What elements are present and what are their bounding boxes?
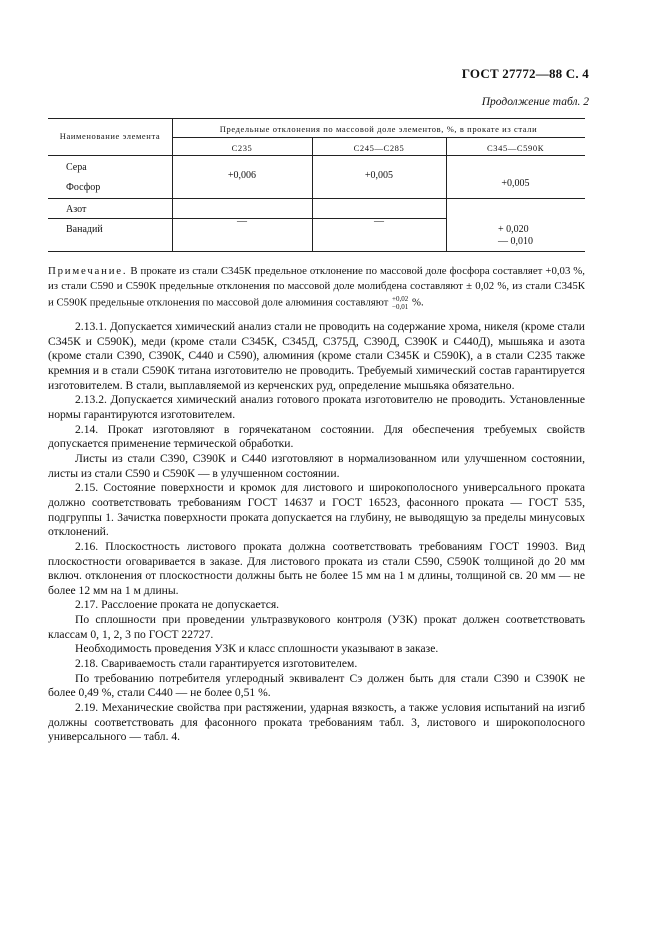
- col-divider-3: [446, 137, 447, 252]
- paragraph-2-19: 2.19. Механические свойства при растяжении, ударная вязкость, а также условия испытаний на изгиб должны соответствовать для фасонного проката требованиям табл. 3, листового и широкополосного универсального — табл. 4.: [48, 701, 585, 744]
- col-divider-2: [312, 137, 313, 252]
- paragraph-2-13-1: 2.13.1. Допускается химический анализ стали не проводить на содержание хрома, никеля (кроме стали С345К и С590К), меди (кроме стали С345К, С345Д, С375Д, С390Д, С390К и С440Д), мышьяка и азота (кроме стали С390, С390К, С440 и С590), алюминия (кроме стали С345К и С590К), а в стали С235 также кремния и в стали С590К титана изготовителю не проводить. Требуемый химический состав гарантируется изготовителем. В стали, выплавляемой из керченских руд, определение мышьяка обязательно.: [48, 320, 585, 392]
- paragraph-2-17: 2.17. Расслоение проката не допускается.: [75, 598, 280, 612]
- col-header-c345-c590k: С345—С590К: [486, 143, 544, 153]
- table-continuation-label: Продолжение табл. 2: [481, 96, 589, 108]
- paragraph-2-14: 2.14. Прокат изготовляют в горячекатаном состоянии. Для обеспечения требуемых свойств допускается применение термической обработки.: [48, 422, 585, 451]
- value-c345-sulfur-phosphorus-nitrogen: +0,005: [501, 178, 530, 189]
- paragraph-2-15: 2.15. Состояние поверхности и кромок для листового и широкополосного универсального проката должно соответствовать требованиям ГОСТ 14637 и ГОСТ 16523, фасонного проката — ГОСТ 535, подгруппы 1. Зачистка поверхности проката допускается на глубину, не выводящую за пределы минусовых отклонений.: [48, 481, 585, 539]
- group-header-rule: [172, 137, 585, 138]
- paragraph-2-18: 2.18. Свариваемость стали гарантируется изготовителем.: [75, 657, 358, 671]
- row-name-vanadium: Ванадий: [66, 224, 103, 235]
- value-c345-vanadium-plus: + 0,020: [498, 224, 529, 235]
- paragraph-2-18-carbon: По требованию потребителя углеродный эквивалент Сэ должен быть для стали С390 и С390К не более 0,49 %, стали С440 — не более 0,51 %.: [48, 671, 585, 700]
- paragraph-2-14-sheets: Листы из стали С390, С390К и С440 изготовляют в нормализованном или улучшенном состоянии, листы из стали С590 и С590К — в улучшенном состоянии.: [48, 451, 585, 480]
- paragraph-2-17-ultrasonic: По сплошности при проведении ультразвукового контроля (УЗК) прокат должен соответствовать классам 0, 1, 2, 3 по ГОСТ 22727.: [48, 613, 585, 641]
- document-body: [48, 320, 585, 745]
- note-text-end: %.: [409, 296, 424, 309]
- fraction-lower: −0,01: [392, 302, 409, 311]
- col-header-element: Наименование элемента: [59, 131, 161, 141]
- header-bottom-rule: [48, 155, 585, 156]
- deviation-table: [48, 118, 585, 252]
- paragraph-2-16: 2.16. Плоскостность листового проката должна соответствовать требованиям ГОСТ 19903. Вид плоскостности оговаривается в заказе. Для листового проката из стали С590, С590К толщиной до 20 мм включ. отклонения от плоскостности должны быть не более 15 мм на 1 м длины, толщиной св. 20 мм — не более 12 мм на 1 м длины.: [48, 539, 585, 597]
- page-header: ГОСТ 27772—88 С. 4: [461, 66, 589, 81]
- value-c235-sulfur-phosphorus: +0,006: [227, 170, 257, 181]
- col-divider-1: [172, 118, 173, 252]
- row-divider-rule: [48, 198, 585, 199]
- fraction-upper: +0,02: [392, 294, 409, 303]
- col-header-c245-c285: С245—С285: [353, 143, 405, 153]
- paragraph-2-17-order: Необходимость проведения УЗК и класс сплошности указывают в заказе.: [75, 642, 439, 656]
- value-c235-nitrogen-vanadium: —: [237, 216, 247, 227]
- value-c245-nitrogen-vanadium: —: [374, 216, 384, 227]
- row-name-nitrogen: Азот: [66, 204, 87, 215]
- col-group-header: Предельные отклонения по массовой доле элементов, %, в прокате из стали: [219, 124, 538, 134]
- table-bottom-rule: [48, 251, 585, 252]
- tolerance-fraction: [392, 295, 408, 311]
- table-top-rule: [48, 118, 585, 119]
- table-note: [48, 264, 585, 311]
- note-text: В прокате из стали С345К предельное отклонение по массовой доле фосфора составляет +0,03 %, из стали С590 и С590К предельные отклонения по массовой доле молибдена составляют ± 0,02 %, из стали С345К и С590К предельные отклонения по массовой доле алюминия составляют: [48, 265, 585, 309]
- value-c345-vanadium-minus: — 0,010: [498, 236, 533, 247]
- value-c245-sulfur-phosphorus: +0,005: [364, 170, 394, 181]
- paragraph-2-13-2: 2.13.2. Допускается химический анализ готового проката изготовителю не проводить. Установленные нормы гарантируются изготовителем.: [48, 393, 585, 421]
- row-name-phosphorus: Фосфор: [66, 182, 101, 193]
- note-label: Примечание.: [48, 265, 128, 277]
- row-name-sulfur: Сера: [66, 162, 87, 173]
- col-header-c235: С235: [231, 143, 253, 153]
